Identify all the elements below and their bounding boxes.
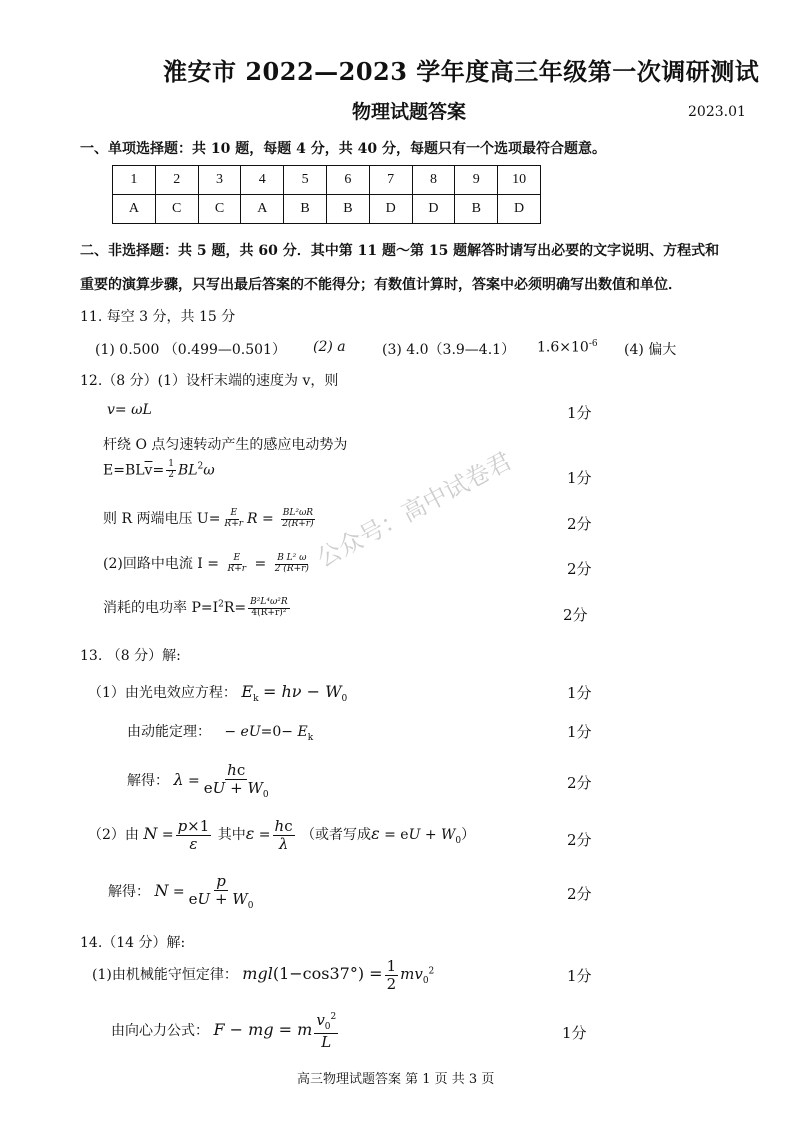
answer-table [112, 165, 541, 224]
question-number: 5 [284, 166, 327, 195]
page-subtitle: 物理试题答案 [352, 101, 467, 123]
q13-score-1: 1分 [567, 684, 592, 702]
q13-score-2: 1分 [567, 723, 592, 741]
answer-cell: D [412, 195, 455, 224]
question-number: 2 [155, 166, 198, 195]
q14-score-1: 1分 [567, 967, 592, 985]
q12-line3: $E=BL\overline{v}=$ $\frac{1}{2}$ $BL^2\omega$ [103, 459, 215, 480]
q13-score-5: 2分 [567, 885, 592, 903]
q12-line1: v= ωL [107, 402, 152, 418]
question-number: 9 [455, 166, 498, 195]
q14-label: 14.（14 分）解: [80, 935, 186, 951]
q12-line6: 消耗的电功率 $P=I^2R=$ $\frac{\text{B²L⁴ω²R}}{\text{4(R+r)²}}$ [103, 596, 288, 618]
q13-line3: 解得： λ = $\frac{hc}{eU + W_0}$ [127, 761, 269, 800]
answer-cell: C [155, 195, 198, 224]
q13-line4: （2）由 N = $\frac{p\times 1}{\varepsilon}$ 其中ε = $\frac{hc}{\lambda}$ （或者写成ε = eU + $W_0$） [88, 817, 476, 853]
answer-cell: B [326, 195, 369, 224]
q12-score-4: 2分 [567, 560, 592, 578]
q11-answer-2: (2) a [313, 339, 346, 355]
q12-score-3: 2分 [567, 515, 592, 533]
q13-line2: 由动能定理： − $eU=0- E_k$ [127, 724, 314, 743]
question-number: 1 [113, 166, 156, 195]
q12-score-1: 1分 [567, 404, 592, 422]
answer-table-numbers-row [113, 166, 541, 195]
question-number: 10 [498, 166, 541, 195]
question-number: 8 [412, 166, 455, 195]
answer-cell: C [198, 195, 241, 224]
q12-line5: (2)回路中电流 I = $\frac{E}{R+r}$ = $\frac{\text{B L² ω}}{2 (R+r)}$ [103, 552, 309, 574]
q14-score-2: 1分 [562, 1024, 587, 1042]
answer-cell: D [369, 195, 412, 224]
answer-table-answers-row [113, 195, 541, 224]
q12-line2: 杆绕 O 点匀速转动产生的感应电动势为 [103, 437, 348, 453]
q13-line5: 解得： N = $\frac{p}{eU + W_0}$ [108, 872, 254, 911]
section2-line2: 重要的演算步骤，只写出最后答案的不能得分；有数值计算时，答案中必须明确写出数值和单位． [80, 277, 682, 293]
answer-cell: A [113, 195, 156, 224]
question-number: 4 [241, 166, 284, 195]
q11-answer-3: (3) 4.0（3.9—4.1） [382, 342, 516, 358]
question-number: 7 [369, 166, 412, 195]
q14-line1: (1)由机械能守恒定律： mgl(1−cos37°) = $\frac{1}{2}$ $mv_0^2$ [92, 957, 435, 993]
q13-line1: （1）由光电效应方程： $E_k = h\nu - W_0$ [88, 682, 348, 704]
q12-line4: 则 R 两端电压 U= $\frac{E}{R+r}$ R = $\frac{\text{BL²ωR}}{2(R+r)}$ [103, 507, 314, 529]
q13-score-4: 2分 [567, 831, 592, 849]
q11-answer-4: (4) 偏大 [624, 342, 677, 358]
section1-heading: 一、单项选择题：共 10 题，每题 4 分，共 40 分，每题只有一个选项最符合题意。 [80, 141, 606, 157]
q12-score-2: 1分 [567, 469, 592, 487]
q12-score-5: 2分 [563, 606, 588, 624]
section2-line1: 二、非选择题：共 5 题，共 60 分．其中第 11 题～第 15 题解答时请写出必要的文字说明、方程式和 [80, 243, 720, 259]
page-footer: 高三物理试题答案 第 1 页 共 3 页 [297, 1072, 495, 1087]
watermark: 公众号：高中试卷君 [312, 446, 517, 573]
q11-label: 11. 每空 3 分，共 15 分 [80, 309, 236, 325]
answer-cell: A [241, 195, 284, 224]
answer-cell: D [498, 195, 541, 224]
question-number: 3 [198, 166, 241, 195]
q12-label: 12.（8 分）(1）设杆末端的速度为 v，则 [80, 373, 339, 389]
q13-label: 13. （8 分）解: [80, 648, 181, 664]
q14-line2: 由向心力公式： F − mg = m $\frac{v_0^2}{L}$ [111, 1011, 337, 1051]
page-title: 淮安市 2022—2023 学年度高三年级第一次调研测试 [163, 57, 760, 86]
q13-score-3: 2分 [567, 774, 592, 792]
exam-date: 2023.01 [688, 104, 746, 120]
question-number: 6 [326, 166, 369, 195]
answer-cell: B [455, 195, 498, 224]
q11-answer-3b: $1.6\times 10^{-6}$ [537, 339, 598, 356]
q11-answer-1: (1) 0.500 （0.499—0.501） [95, 342, 286, 358]
answer-cell: B [284, 195, 327, 224]
